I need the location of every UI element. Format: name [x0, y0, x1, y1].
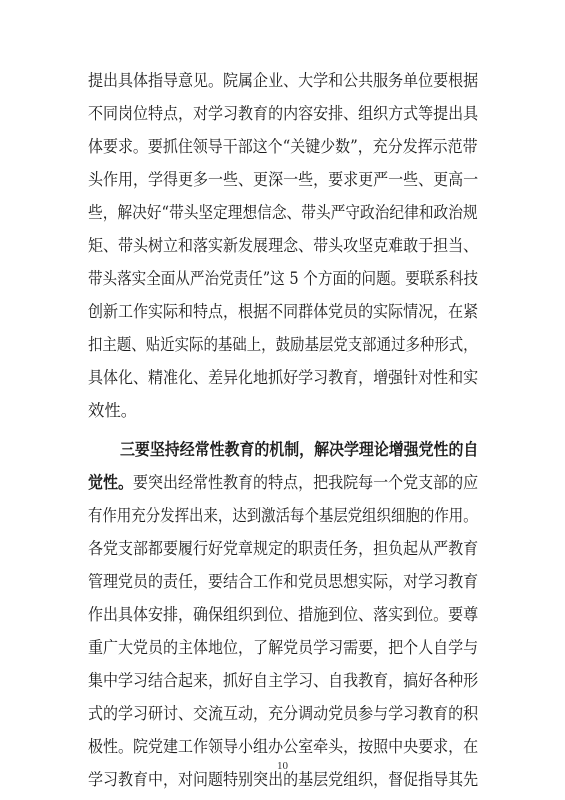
- text-line: 头作用，学得更多一些、更深一些，要求更严一些、更高一: [88, 170, 479, 189]
- text-line: 扣主题、贴近实际的基础上，鼓励基层党支部通过多种形式，: [88, 335, 478, 354]
- text-line: 觉性。要突出经常性教育的特点，把我院每一个党支部的应: [88, 473, 479, 492]
- text-line: 些，解决好“带头坚定理想信念、带头严守政治纪律和政治规: [88, 203, 478, 222]
- text-line: 体要求。要抓住领导干部这个“关键少数”，充分发挥示范带: [88, 137, 478, 156]
- text-line: 矩、带头树立和落实新发展理念、带头攻坚克难敢于担当、: [88, 236, 479, 255]
- text-line: 管理党员的责任，要结合工作和党员思想实际，对学习教育: [88, 572, 479, 591]
- text-line: 有作用充分发挥出来，达到激活每个基层党组织细胞的作用。: [88, 506, 478, 525]
- section-heading: 三要坚持经常性教育的机制，解决学理论增强党性的自: [120, 440, 479, 459]
- text-line: 不同岗位特点，对学习教育的内容安排、组织方式等提出具: [88, 104, 479, 123]
- text-line: 提出具体指导意见。院属企业、大学和公共服务单位要根据: [88, 71, 479, 90]
- text-line: 重广大党员的主体地位，了解党员学习需要，把个人自学与: [88, 638, 479, 657]
- text-line: 式的学习研讨、交流互动，充分调动党员参与学习教育的积: [88, 704, 479, 723]
- page-number: 10: [277, 760, 288, 772]
- text-line: 集中学习结合起来，抓好自主学习、自我教育，搞好各种形: [88, 671, 479, 690]
- text-line: 具体化、精准化、差异化地抓好学习教育，增强针对性和实: [88, 368, 479, 387]
- text-line: 极性。院党建工作领导小组办公室牵头，按照中央要求，在: [88, 737, 479, 756]
- text-line: 创新工作实际和特点，根据不同群体党员的实际情况，在紧: [88, 302, 479, 321]
- section-heading-line: [120, 439, 478, 461]
- text-line: 带头落实全面从严治党责任”这 5 个方面的问题。要联系科技: [88, 269, 479, 288]
- section-heading-end: 觉性。: [88, 473, 134, 492]
- text-line: 各党支部都要履行好党章规定的职责任务，担负起从严教育: [88, 539, 479, 558]
- text-line: 学习教育中，对问题特别突出的基层党组织，督促指导其先: [88, 770, 479, 789]
- text-line: 作出具体安排，确保组织到位、措施到位、落实到位。要尊: [88, 605, 479, 624]
- text-line: 效性。: [88, 401, 138, 420]
